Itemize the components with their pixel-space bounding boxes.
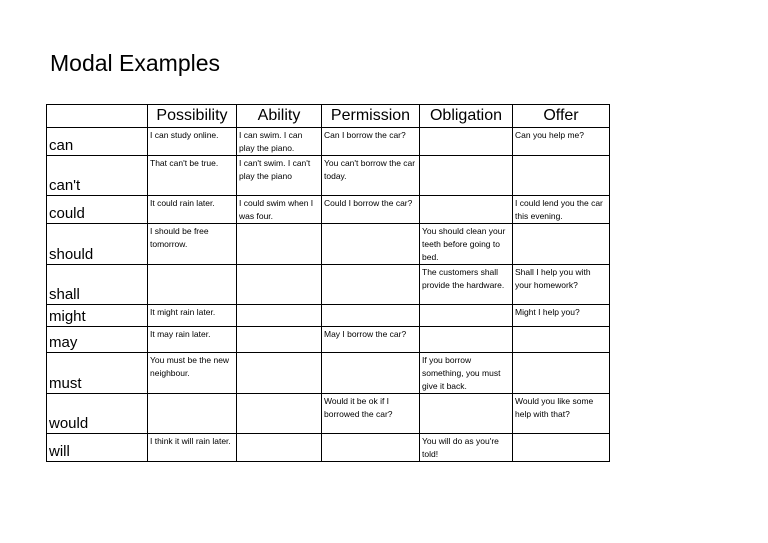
- table-row: [47, 394, 610, 434]
- table-cell: [513, 434, 610, 462]
- table-cell: Could I borrow the car?: [322, 196, 420, 224]
- table-cell: [420, 305, 513, 327]
- table-cell: [322, 434, 420, 462]
- table-cell: [322, 305, 420, 327]
- header-corner: [47, 105, 148, 128]
- table-cell: [322, 224, 420, 265]
- table-cell: [513, 224, 610, 265]
- table-cell: [322, 353, 420, 394]
- modal-label: can: [47, 128, 148, 156]
- table-cell: [420, 394, 513, 434]
- table-cell: [420, 128, 513, 156]
- table-cell: [237, 224, 322, 265]
- table-header-row: [47, 105, 610, 128]
- table-cell: It might rain later.: [148, 305, 237, 327]
- table-cell: You should clean your teeth before going to bed.: [420, 224, 513, 265]
- table-cell: I can swim. I can play the piano.: [237, 128, 322, 156]
- table-cell: I think it will rain later.: [148, 434, 237, 462]
- table-cell: [513, 327, 610, 353]
- table-cell: You will do as you're told!: [420, 434, 513, 462]
- table-cell: The customers shall provide the hardware.: [420, 265, 513, 305]
- table-cell: I should be free tomorrow.: [148, 224, 237, 265]
- table-cell: [237, 305, 322, 327]
- table-cell: [420, 196, 513, 224]
- table-cell: [237, 394, 322, 434]
- table-cell: You can't borrow the car today.: [322, 156, 420, 196]
- header-possibility: Possibility: [148, 105, 237, 128]
- table-row: [47, 128, 610, 156]
- table-cell: Can you help me?: [513, 128, 610, 156]
- table-row: [47, 327, 610, 353]
- modal-label: can't: [47, 156, 148, 196]
- modal-label: would: [47, 394, 148, 434]
- table-cell: [322, 265, 420, 305]
- table-row: [47, 434, 610, 462]
- table-cell: [237, 434, 322, 462]
- table-cell: May I borrow the car?: [322, 327, 420, 353]
- table-cell: [148, 394, 237, 434]
- table-cell: Shall I help you with your homework?: [513, 265, 610, 305]
- table-cell: [513, 353, 610, 394]
- table-cell: [513, 156, 610, 196]
- table-cell: Might I help you?: [513, 305, 610, 327]
- table-cell: [420, 327, 513, 353]
- table-row: [47, 156, 610, 196]
- modal-label: may: [47, 327, 148, 353]
- table-cell: [237, 353, 322, 394]
- table-row: [47, 265, 610, 305]
- table-cell: I can study online.: [148, 128, 237, 156]
- table-cell: Can I borrow the car?: [322, 128, 420, 156]
- table-row: [47, 196, 610, 224]
- header-obligation: Obligation: [420, 105, 513, 128]
- table-cell: I could swim when I was four.: [237, 196, 322, 224]
- header-permission: Permission: [322, 105, 420, 128]
- modal-label: should: [47, 224, 148, 265]
- modal-label: will: [47, 434, 148, 462]
- table-cell: [420, 156, 513, 196]
- table-cell: It could rain later.: [148, 196, 237, 224]
- table-cell: [237, 265, 322, 305]
- modal-examples-table: [46, 104, 610, 462]
- table-cell: [148, 265, 237, 305]
- header-offer: Offer: [513, 105, 610, 128]
- modal-label: could: [47, 196, 148, 224]
- table-cell: That can't be true.: [148, 156, 237, 196]
- table-cell: [237, 327, 322, 353]
- table-cell: It may rain later.: [148, 327, 237, 353]
- table-row: [47, 224, 610, 265]
- modal-label: shall: [47, 265, 148, 305]
- page-title: Modal Examples: [50, 50, 221, 76]
- table-cell: Would you like some help with that?: [513, 394, 610, 434]
- table-cell: Would it be ok if I borrowed the car?: [322, 394, 420, 434]
- table-cell: You must be the new neighbour.: [148, 353, 237, 394]
- table-cell: I could lend you the car this evening.: [513, 196, 610, 224]
- table-row: [47, 353, 610, 394]
- modal-label: must: [47, 353, 148, 394]
- table-cell: I can't swim. I can't play the piano: [237, 156, 322, 196]
- modal-label: might: [47, 305, 148, 327]
- table-cell: If you borrow something, you must give it back.: [420, 353, 513, 394]
- table-row: [47, 305, 610, 327]
- header-ability: Ability: [237, 105, 322, 128]
